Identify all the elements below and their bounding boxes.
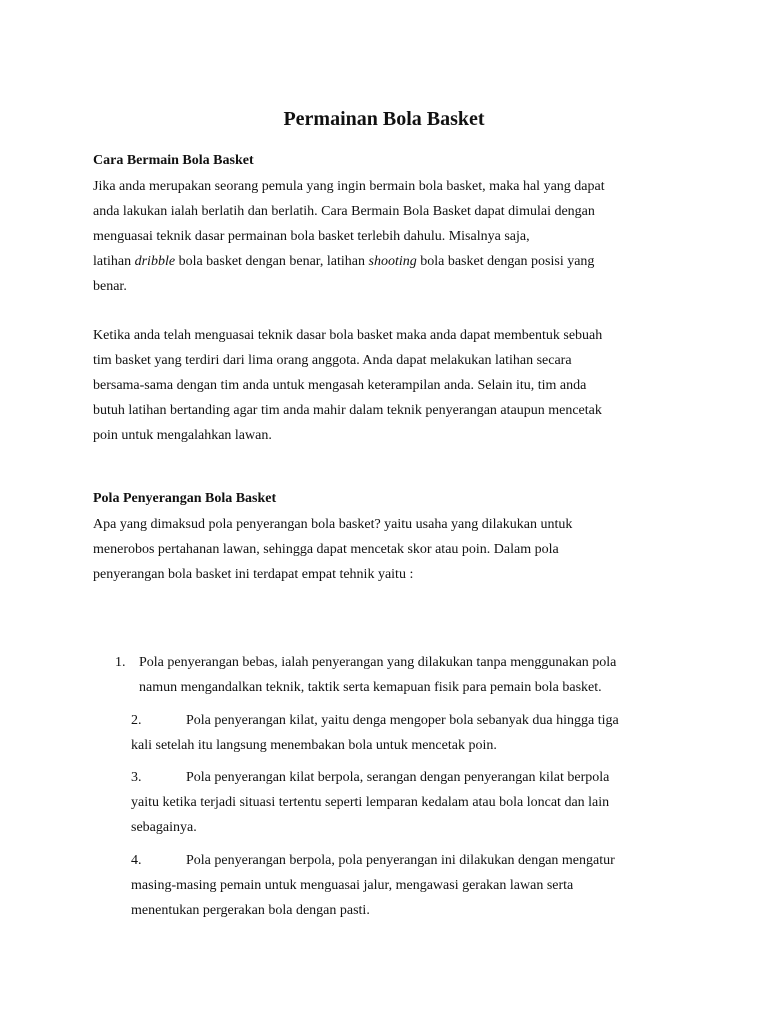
paragraph-line: Ketika anda telah menguasai teknik dasar bola basket maka anda dapat membentuk sebuah — [93, 328, 603, 343]
list-text: Pola penyerangan kilat berpola, serangan dengan penyerangan kilat berpola — [186, 770, 610, 785]
paragraph-line: menguasai teknik dasar permainan bola basket terlebih dahulu. Misalnya saja, — [93, 229, 530, 244]
list-text: kali setelah itu langsung menembakan bola untuk mencetak poin. — [131, 738, 497, 753]
list-text: masing-masing pemain untuk menguasai jalur, mengawasi gerakan lawan serta — [131, 878, 574, 893]
list-number: 4. — [131, 853, 142, 868]
italic-term-shooting: shooting — [368, 254, 417, 269]
list-text: Pola penyerangan berpola, pola penyerangan ini dilakukan dengan mengatur — [186, 853, 615, 868]
list-number: 3. — [131, 770, 142, 785]
paragraph-line: benar. — [93, 279, 127, 294]
list-item — [131, 765, 691, 840]
paragraph-line — [93, 249, 693, 274]
list-item — [131, 708, 691, 758]
section-heading-cara-bermain: Cara Bermain Bola Basket — [93, 153, 254, 168]
paragraph-line: poin untuk mengalahkan lawan. — [93, 428, 272, 443]
list-item — [115, 650, 675, 700]
paragraph-line: anda lakukan ialah berlatih dan berlatih. Cara Bermain Bola Basket dapat dimulai dengan — [93, 204, 595, 219]
paragraph-line: butuh latihan bertanding agar tim anda mahir dalam teknik penyerangan ataupun mencetak — [93, 403, 602, 418]
list-text: sebagainya. — [131, 820, 197, 835]
section-heading-pola-penyerangan: Pola Penyerangan Bola Basket — [93, 491, 277, 506]
paragraph-pola — [93, 512, 693, 587]
paragraph-line: penyerangan bola basket ini terdapat empat tehnik yaitu : — [93, 567, 414, 582]
paragraph-line: Apa yang dimaksud pola penyerangan bola basket? yaitu usaha yang dilakukan untuk — [93, 517, 573, 532]
paragraph-intro — [93, 174, 693, 299]
list-text: yaitu ketika terjadi situasi tertentu seperti lemparan kedalam atau bola loncat dan lain — [131, 795, 610, 810]
list-text: menentukan pergerakan bola dengan pasti. — [131, 903, 370, 918]
list-text: Pola penyerangan kilat, yaitu denga mengoper bola sebanyak dua hingga tiga — [186, 713, 619, 728]
text-run: latihan — [93, 254, 135, 269]
paragraph-line: bersama-sama dengan tim anda untuk mengasah keterampilan anda. Selain itu, tim anda — [93, 378, 587, 393]
page-title: Permainan Bola Basket — [283, 108, 485, 130]
paragraph-line: menerobos pertahanan lawan, sehingga dapat mencetak skor atau poin. Dalam pola — [93, 542, 559, 557]
paragraph-line: tim basket yang terdiri dari lima orang anggota. Anda dapat melakukan latihan secara — [93, 353, 572, 368]
list-item — [131, 848, 691, 923]
text-run: bola basket dengan posisi yang — [416, 254, 595, 269]
list-text: Pola penyerangan bebas, ialah penyerangan yang dilakukan tanpa menggunakan pola — [139, 655, 617, 670]
list-number: 2. — [131, 713, 142, 728]
text-run: bola basket dengan benar, latihan — [175, 254, 369, 269]
list-number: 1. — [115, 655, 126, 670]
italic-term-dribble: dribble — [134, 254, 176, 269]
paragraph-line: Jika anda merupakan seorang pemula yang ingin bermain bola basket, maka hal yang dapat — [93, 179, 605, 194]
list-text: namun mengandalkan teknik, taktik serta kemapuan fisik para pemain bola basket. — [139, 680, 602, 695]
paragraph-team — [93, 323, 693, 448]
